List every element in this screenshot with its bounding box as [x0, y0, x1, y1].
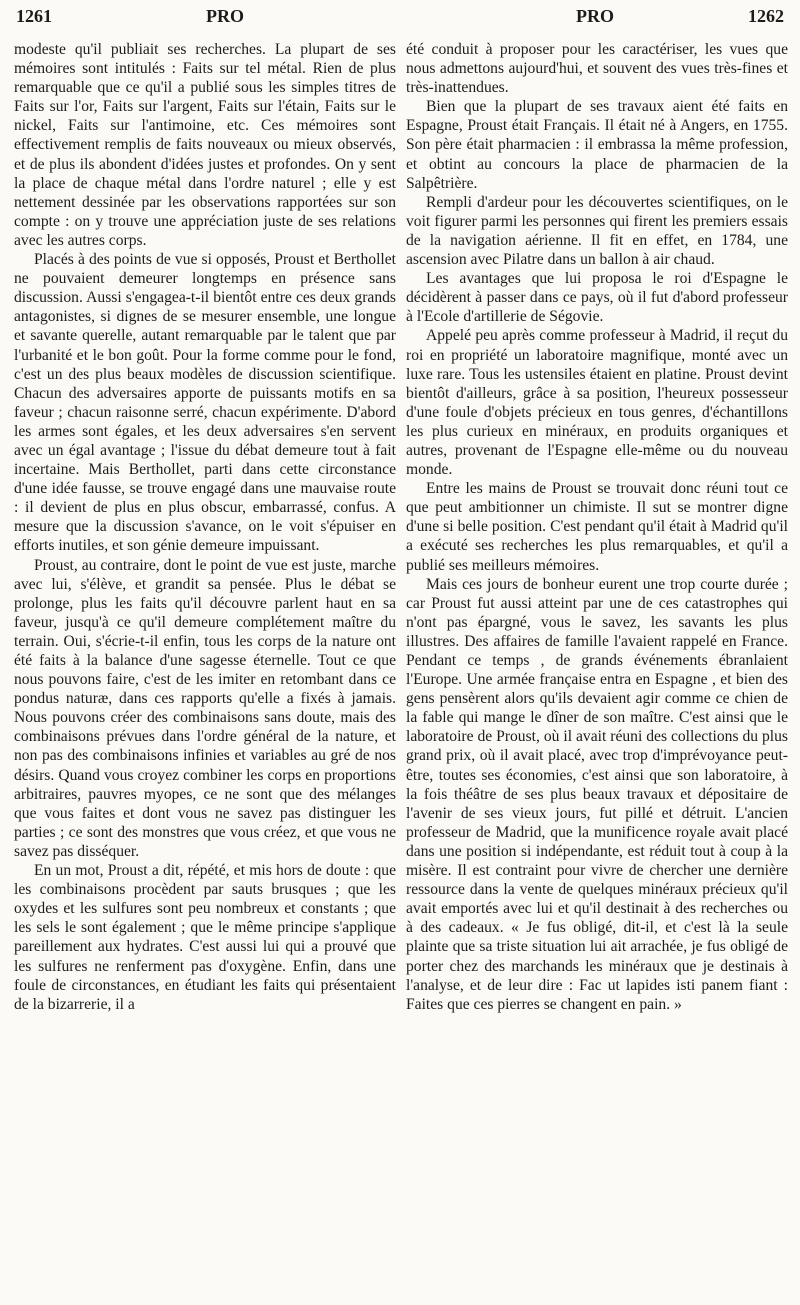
right-page-number: 1262 [748, 6, 784, 26]
paragraph: Rempli d'ardeur pour les découvertes scientifiques, on le voit figurer parmi les personnes qui firent les premiers essais de la navigation aérienne. Il fit en effet, en 1784, une ascension avec Pilatre dans un ballon à air chaud. [406, 193, 788, 269]
paragraph: Les avantages que lui proposa le roi d'Espagne le décidèrent à passer dans ce pays, où il fut d'abord professeur à l'Ecole d'artillerie de Ségovie. [406, 270, 788, 326]
paragraph: été conduit à proposer pour les caractériser, les vues que nous admettons aujourd'hui, et souvent des vues très-fines et très-inattendues. [406, 41, 788, 97]
paragraph: Proust, au contraire, dont le point de vue est juste, marche avec lui, s'élève, et grandit sa pensée. Plus le débat se prolonge, plus les faits qu'il découvre parlent haut en sa faveur, jusqu'à ce qu'il demeure complétement maître du terrain. Oui, s'écrie-t-il enfin, tous les corps de la nature ont été faits à la balance d'une sagesse éternelle. Tout ce que nous pouvons faire, c'est de les imiter en retombant dans ce pondus naturæ, dans ces rapports qu'elle a fixés à jamais. Nous pouvons créer des combinaisons sans doute, mais des combinaisons prévues dans l'ordre général de la nature, et non pas des combinaisons infinies et variables au gré de nos désirs. Quand vous croyez combiner les corps en proportions arbitraires, pauvres myopes, ce ne sont que des mélanges que vous faites et dont vous ne savez pas distinguer les parties ; ce sont des monstres que vous créez, et que vous ne savez pas disséquer. [14, 556, 396, 860]
running-header [16, 6, 784, 32]
left-running-word: PRO [206, 6, 244, 26]
paragraph: Bien que la plupart de ses travaux aient été faits en Espagne, Proust était Français. Il était né à Angers, en 1755. Son père était pharmacien : il embrassa la même profession, et obtint au concours la place de pharmacien de la Salpêtrière. [406, 98, 788, 192]
paragraph: Mais ces jours de bonheur eurent une trop courte durée ; car Proust fut aussi atteint par une de ces catastrophes qui n'ont pas épargné, vous le savez, les savants les plus illustres. Des affaires de famille l'avaient rappelé en France. Pendant ce temps , de grands événements ébranlaient l'Europe. Une armée française entra en Espagne , et bien des gens pensèrent alors qu'ils devaient agir comme ce chien de la fable qui mange le dîner de son maître. C'est ainsi que le laboratoire de Proust, où il avait réuni des collections du plus grand prix, où il avait placé, avec trop d'imprévoyance peut-être, toutes ses économies, c'est ainsi que son laboratoire, à la fois théâtre de ses plus beaux travaux et dépositaire de l'avenir de ses vieux jours, fut pillé et détruit. L'ancien professeur de Madrid, que la munificence royale avait placé dans une position si indépendante, est réduit tout à coup à la misère. Il est contraint pour vivre de chercher une dernière ressource dans la vente de quelques minéraux précieux qu'il avait emportés avec lui et qu'il destinait à des recherches ou à des cadeaux. « Je fus obligé, dit-il, et c'est là la seule plainte que sa triste situation lui ait arrachée, je fus obligé de porter chez des marchands les minéraux que je destinais à l'analyse, et de leur dire : Fac ut lapides isti panem fiant : Faites que ces pierres se changent en pain. » [406, 575, 788, 1013]
left-column [14, 40, 396, 1014]
paragraph: Appelé peu après comme professeur à Madrid, il reçut du roi en propriété un laboratoire magnifique, monté avec un luxe rare. Tous les ustensiles étaient en platine. Proust devint bientôt d'ailleurs, grâce à sa position, l'heureux possesseur d'une foule d'objets précieux en tous genres, d'échantillons les plus curieux en minéraux, en produits organiques et autres, provenant de l'Espagne elle-même ou du nouveau monde. [406, 327, 788, 479]
right-running-word: PRO [576, 6, 614, 26]
right-column [406, 40, 788, 1014]
paragraph: Entre les mains de Proust se trouvait donc réuni tout ce que peut ambitionner un chimiste. Il sut se montrer digne d'une si belle position. C'est pendant qu'il était à Madrid qu'il a exécuté ses recherches les plus remarquables, et qu'il a publié ses meilleurs mémoires. [406, 480, 788, 574]
left-page-number: 1261 [16, 6, 52, 26]
paragraph: Placés à des points de vue si opposés, Proust et Berthollet ne pouvaient demeurer longtemps en présence sans discussion. Aussi s'engagea-t-il bientôt entre ces deux grands antagonistes, si dignes de se mesurer ensemble, une longue et savante querelle, autant remarquable par le talent que par l'urbanité et le bon goût. Pour la forme comme pour le fond, c'est un des plus beaux modèles de discussion scientifique. Chacun des adversaires apporte de puissants motifs en sa faveur ; chacun raisonne serré, chacun expérimente. D'abord les armes sont égales, et les deux adversaires s'en servent avec un égal avantage ; l'issue du débat demeure tout à fait incertaine. Mais Berthollet, parti dans cette circonstance d'une idée fausse, se trouve engagé dans une mauvaise route : il devient de plus en plus obscur, embarrassé, confus. A mesure que la discussion s'avance, on le voit s'épuiser en efforts inutiles, et son génie demeure impuissant. [14, 251, 396, 555]
paragraph: modeste qu'il publiait ses recherches. La plupart de ses mémoires sont intitulés : Faits sur tel métal. Rien de plus remarquable que ce qu'il a publié sous les simples titres de Faits sur l'or, Faits sur l'argent, Faits sur l'étain, Faits sur le nickel, Faits sur l'antimoine, etc. Ces mémoires sont effectivement remplis de faits nouveaux ou mieux observés, et de plus ils abondent d'idées justes et profondes. On y sent la place de chaque métal dans l'ordre naturel ; elle y est nettement dessinée par les observations rapportées sur son compte : on y trouve une appréciation juste de ses relations avec les autres corps. [14, 41, 396, 249]
paragraph: En un mot, Proust a dit, répété, et mis hors de doute : que les combinaisons procèdent par sauts brusques ; que les oxydes et les sulfures sont peu nombreux et constants ; que les sels le sont également ; que le même principe s'applique pareillement aux hydrates. C'est aussi lui qui a prouvé que les sulfures ne renferment pas d'oxygène. Enfin, dans une foule de circonstances, en étudiant les faits qui présentaient de la bizarrerie, il a [14, 862, 396, 1013]
